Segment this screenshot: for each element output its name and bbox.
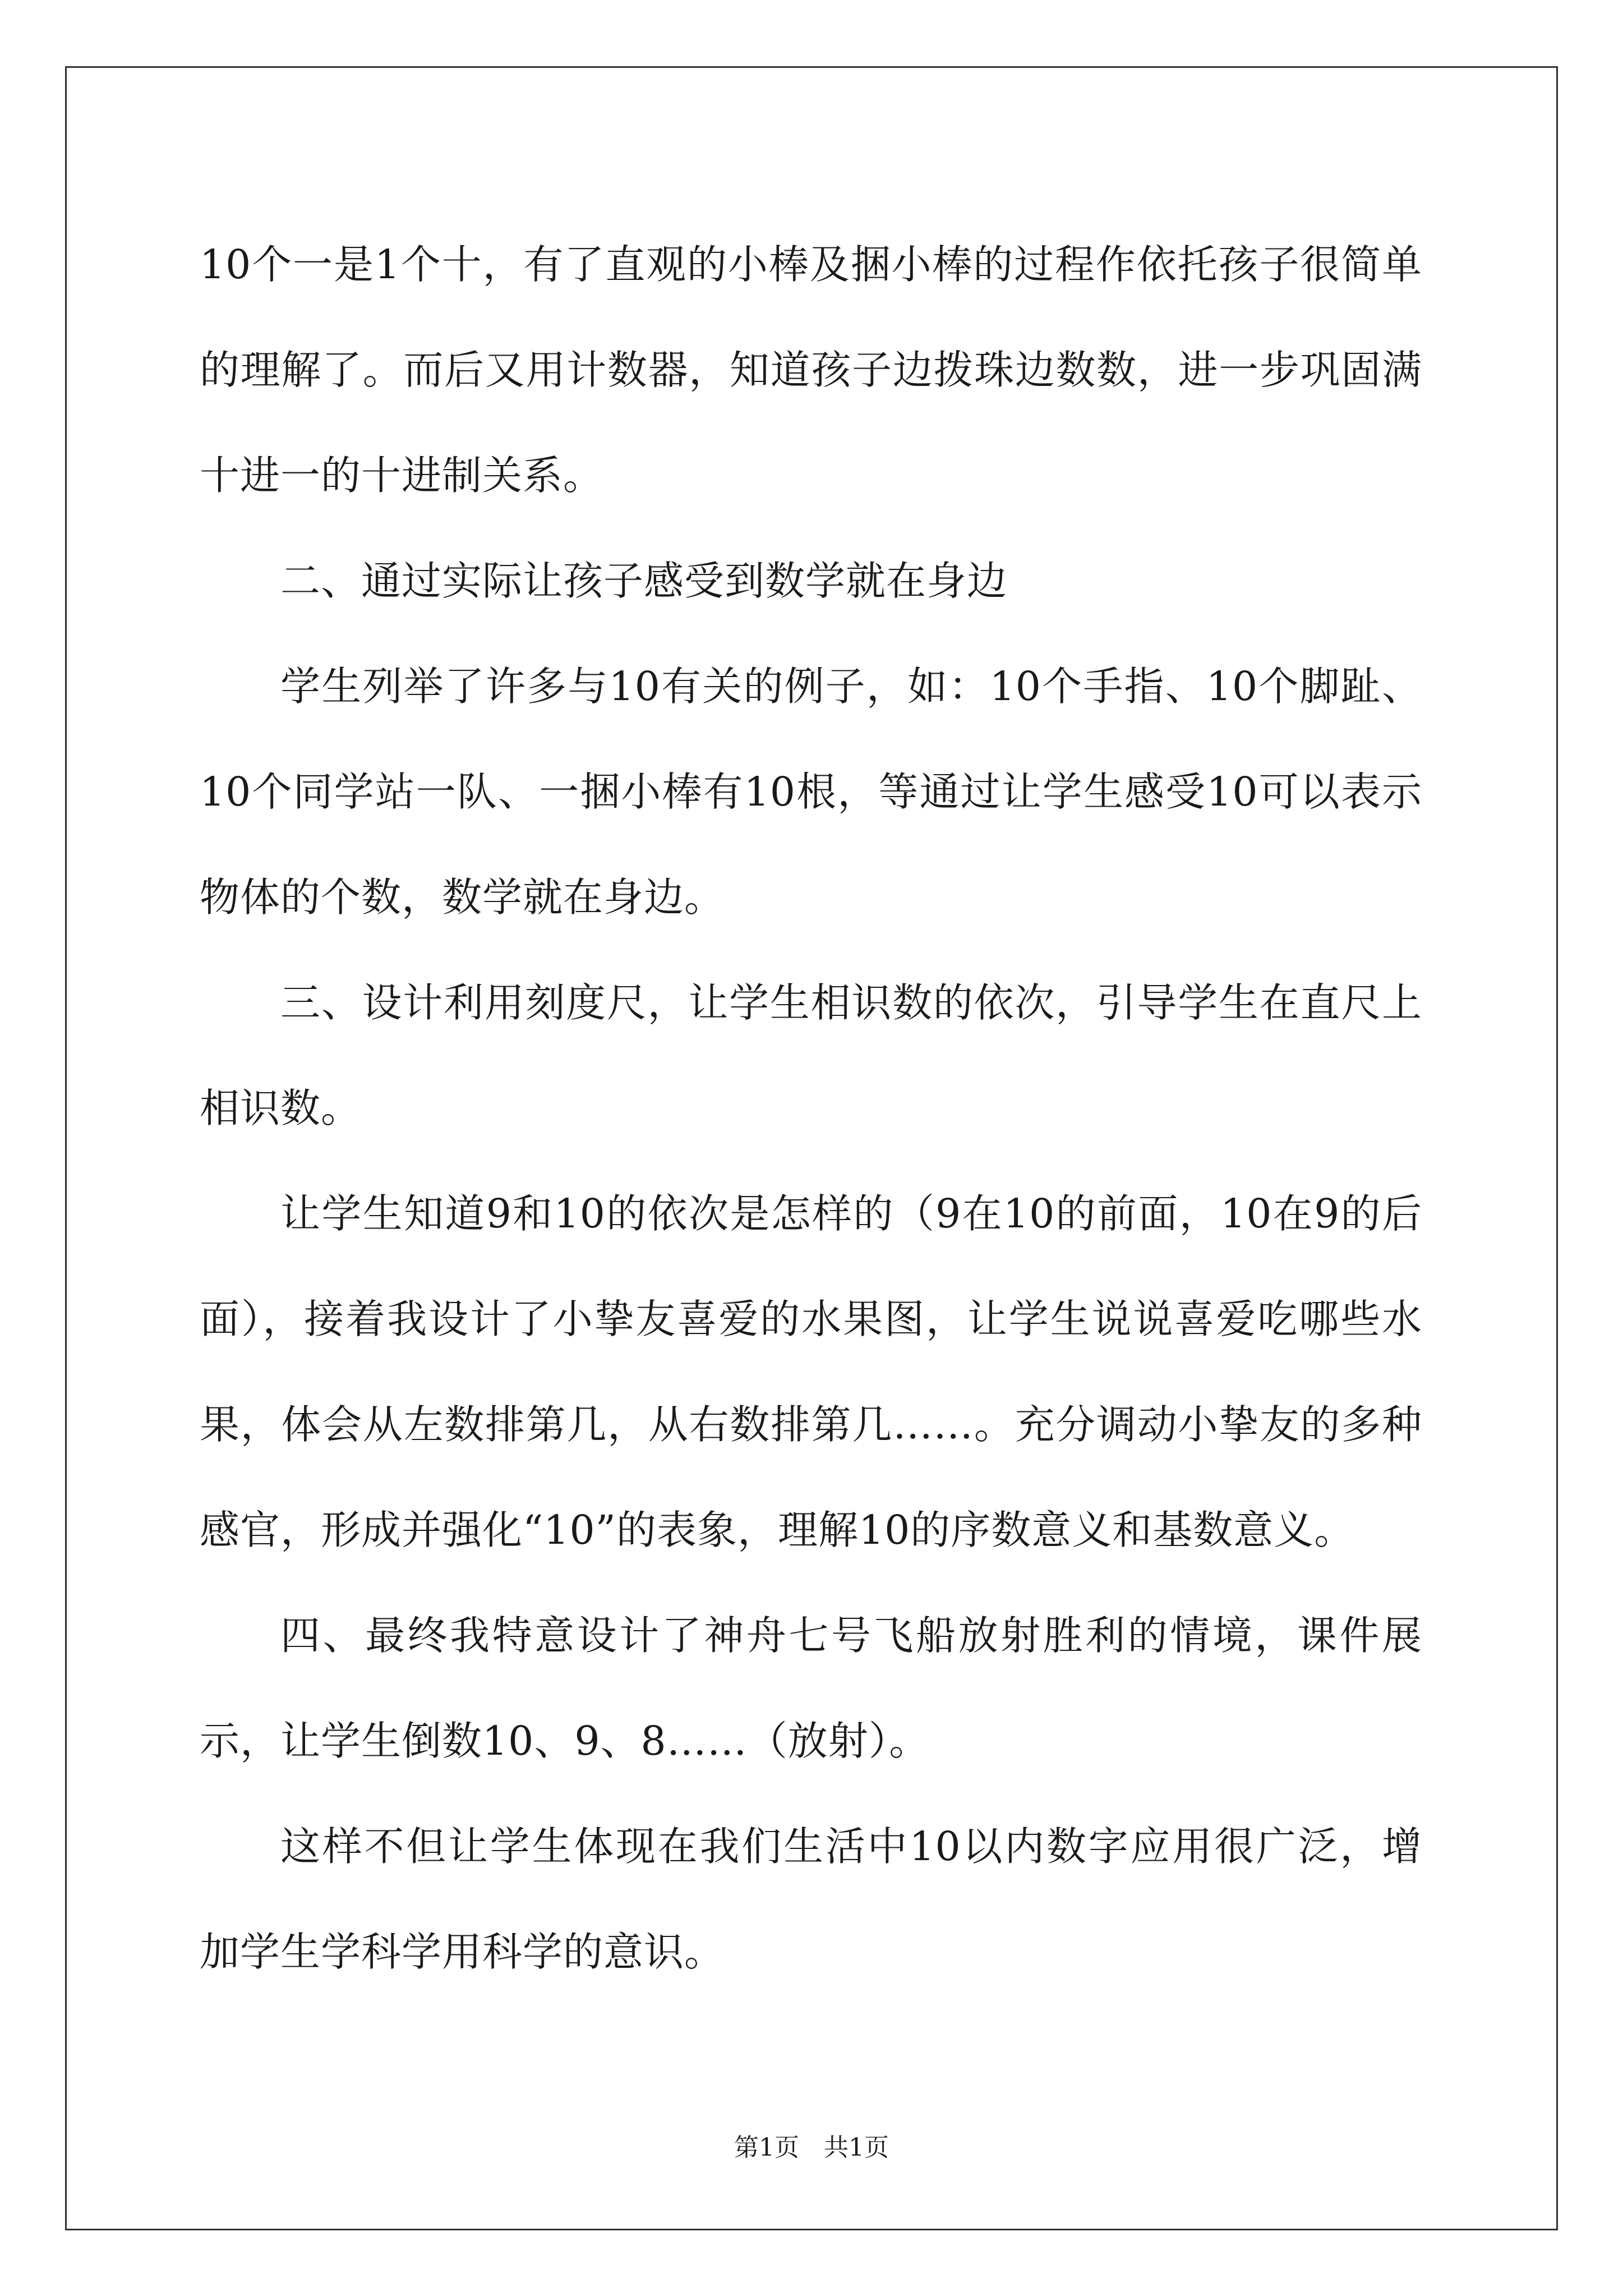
page-number-total: 共1页 — [824, 2133, 889, 2162]
paragraph-continuation: 10个一是1个十，有了直观的小棒及捆小棒的过程作依托孩子很简单的理解了。而后又用计数器，知道孩子边拨珠边数数，进一步巩固满十进一的十进制关系。 — [200, 241, 1422, 499]
section-heading-4: 四、最终我特意设计了神舟七号飞船放射胜利的情境，课件展示，让学生倒数10、9、8……（放射）。 — [200, 1612, 1422, 1764]
section-heading-3: 三、设计利用刻度尺，让学生相识数的依次，引导学生在直尺上相识数。 — [200, 979, 1422, 1131]
paragraph-examples: 学生列举了许多与10有关的例子，如：10个手指、10个脚趾、10个同学站一队、一捆小棒有10根，等通过让学生感受10可以表示物体的个数，数学就在身边。 — [200, 663, 1422, 921]
document-body — [200, 212, 1422, 2005]
page-footer — [0, 2127, 1623, 2163]
paragraph-order: 让学生知道9和10的依次是怎样的（9在10的前面，10在9的后面），接着我设计了小挚友喜爱的水果图，让学生说说喜爱吃哪些水果，体会从左数排第几，从右数排第几……。充分调动小挚友的多种感官，形成并强化“10”的表象，理解10的序数意义和基数意义。 — [200, 1190, 1422, 1553]
page-number-current: 第1页 — [734, 2133, 799, 2162]
section-heading-2: 二、通过实际让孩子感受到数学就在身边 — [280, 558, 1008, 604]
paragraph-conclusion: 这样不但让学生体现在我们生活中10以内数字应用很广泛，增加学生学科学用科学的意识。 — [200, 1823, 1422, 1975]
